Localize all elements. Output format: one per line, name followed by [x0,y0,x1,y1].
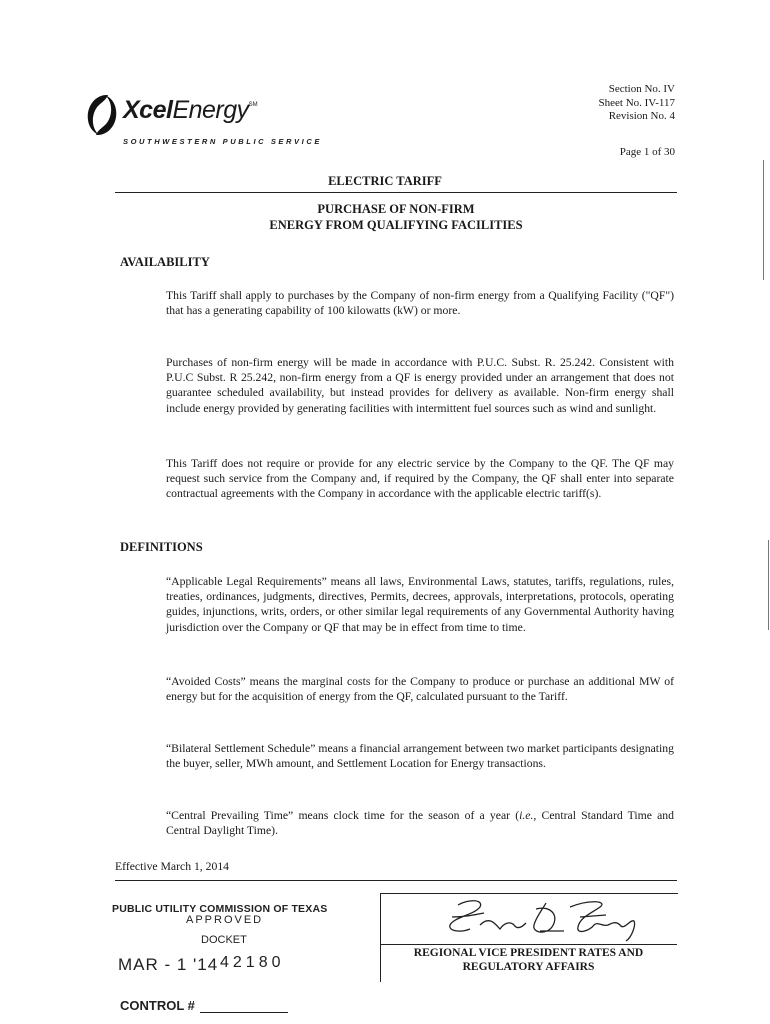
puc-stamp-title: PUBLIC UTILITY COMMISSION OF TEXAS [112,903,328,915]
section-number: Section No. IV [608,83,675,95]
definition-cpt-ie: i.e., [519,809,537,822]
availability-paragraph-2: Purchases of non-firm energy will be made in accordance with P.U.C. Subst. R. 25.242. Consistent with P.U.C Subst. R 25.242, non-firm energy from a QF is energy provided under an arrangement that does not guarantee scheduled availability, but instead provides for delivery as available. Non-firm energy shall include energy provided by generating facilities with intermittent fuel sources such as wind and sunlight. [166,356,674,415]
signatory-title-line1: REGIONAL VICE PRESIDENT RATES AND [413,947,644,959]
company-logo-text [123,96,258,125]
definitions-heading: DEFINITIONS [120,540,203,554]
definition-applicable-legal-requirements: “Applicable Legal Requirements” means all laws, Environmental Laws, statutes, tariffs, regulations, rules, treaties, ordinances, judgments, directives, Permits, decrees, approvals, interpretations, protocols, operating guides, injunctions, writs, orders, or other similar legal requirements of any Governmental Authority having jurisdiction over the Company or QF that may be in effect from time to time. [166,575,674,634]
puc-stamp-approved: APPROVED [186,914,264,926]
puc-stamp-date: MAR - 1 '14 [118,955,219,974]
trademark: SM [248,102,258,108]
xcel-energy-logo-icon [82,92,122,138]
box-top-border [115,192,677,193]
signature-divider [380,944,677,945]
box-bottom-border [115,880,677,881]
revision-number: Revision No. 4 [608,110,675,122]
company-name-bold: Xcel [123,96,173,124]
signatory-title-line2: REGULATORY AFFAIRS [462,961,595,973]
tariff-subtitle-line1: PURCHASE OF NON-FIRM [317,202,475,216]
availability-paragraph-1: This Tariff shall apply to purchases by the Company of non-firm energy from a Qualifying Facility ("QF") that has a generating capability of 100 kilowatts (kW) or more. [166,289,674,318]
document-title: ELECTRIC TARIFF [328,174,442,188]
definition-central-prevailing-time [166,808,674,838]
puc-stamp-docket-number: 42180 [220,954,285,971]
puc-stamp-control-label: CONTROL # [120,998,195,1013]
signatory-title [380,946,677,974]
page-number: Page 1 of 30 [619,146,675,158]
availability-paragraph-3: This Tariff does not require or provide for any electric service by the Company to the QF. The QF may request such service from the Company and, if required by the Company, the QF shall enter into separate contractual agreements with the Company in accordance with the applicable electric tariff(s). [166,457,674,501]
effective-date: Effective March 1, 2014 [115,860,230,873]
tariff-subtitle-line2: ENERGY FROM QUALIFYING FACILITIES [269,218,523,232]
availability-heading: AVAILABILITY [120,255,210,269]
sheet-number: Sheet No. IV-117 [598,96,675,109]
definition-avoided-costs: “Avoided Costs” means the marginal costs for the Company to produce or purchase an additional MW of energy but for the acquisition of energy from the QF, calculated pursuant to the Tariff. [166,675,674,704]
scan-edge-mark [763,160,764,280]
signature-icon [440,895,660,945]
definition-cpt-text-2: Central Standard Time and Central Daylight Time). [166,809,674,838]
company-subtitle: SOUTHWESTERN PUBLIC SERVICE [123,137,322,146]
definition-bilateral-settlement-schedule: “Bilateral Settlement Schedule” means a financial arrangement between two market participants designating the buyer, seller, MWh amount, and Settlement Location for Energy transactions. [166,742,674,771]
puc-stamp-docket-label: DOCKET [201,934,247,946]
control-number-line [200,1012,288,1013]
scan-edge-mark [768,540,769,630]
definition-cpt-text-1: “Central Prevailing Time” means clock time for the season of a year ( [166,809,520,822]
company-name-italic: Energy [172,96,249,124]
